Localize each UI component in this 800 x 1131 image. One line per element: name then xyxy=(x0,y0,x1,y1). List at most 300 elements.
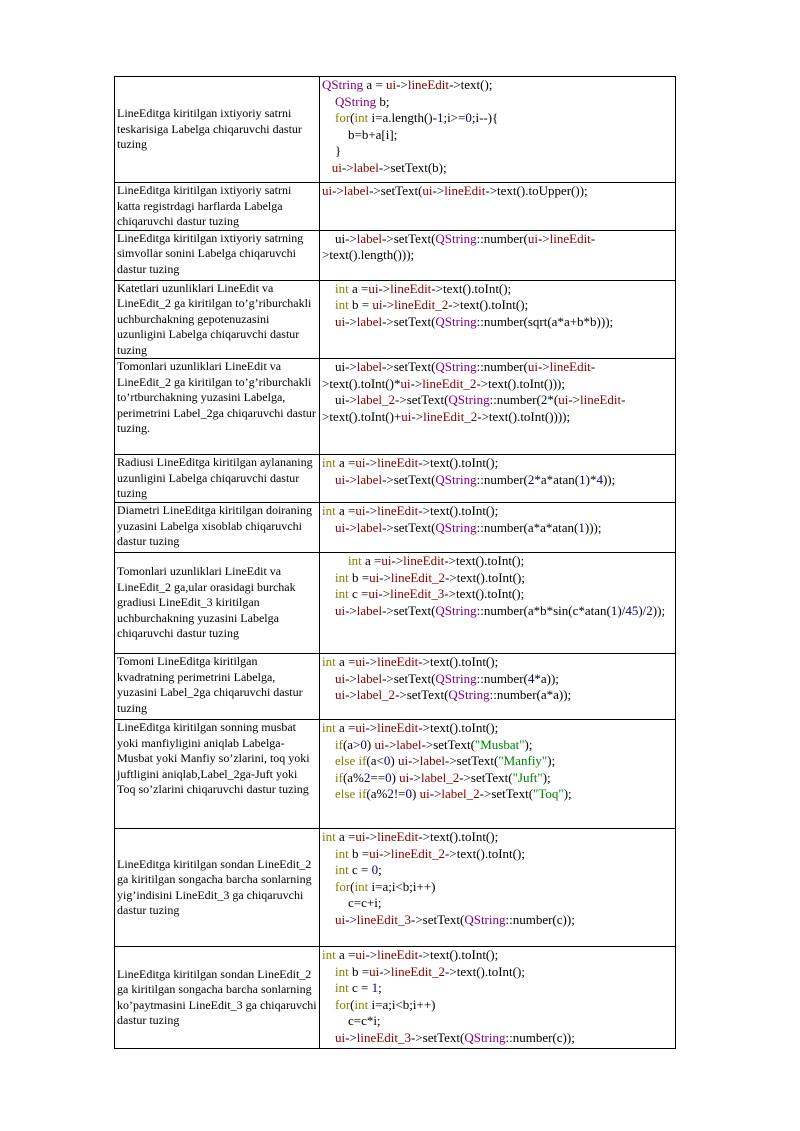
table-row xyxy=(115,455,676,503)
task-description: LineEditga kiritilgan sondan LineEdit_2 ga kiritilgan songacha barcha sonlarning yig’indisini LineEdit_3 ga chiqaruvchi dastur tuzing xyxy=(115,829,320,947)
code-token: label xyxy=(356,230,383,246)
code-token: for xyxy=(335,996,351,1012)
code-token: ->text().toInt()+ xyxy=(322,392,626,424)
code-line xyxy=(322,143,673,160)
code-token: lineEdit_2 xyxy=(390,963,446,979)
task-description: LineEditga kiritilgan ixtiyoriy satrni teskarisiga Labelga chiqaruvchi dastur tuzing xyxy=(115,77,320,183)
code-token: -> xyxy=(568,392,580,408)
code-token: int xyxy=(335,586,349,602)
code-token: ui xyxy=(401,408,412,424)
code-token: -> xyxy=(332,183,344,198)
code-token: -> xyxy=(382,297,395,313)
code-token: ::number(c)); xyxy=(505,1029,575,1045)
code-token: label xyxy=(343,183,370,198)
code-line xyxy=(322,980,673,997)
code-token xyxy=(322,314,335,329)
code-line xyxy=(322,862,673,879)
code-token: QString xyxy=(448,687,490,703)
code-snippet xyxy=(320,654,676,720)
code-token xyxy=(322,912,335,927)
code-token: 1 xyxy=(371,980,379,996)
code-line xyxy=(322,586,673,603)
code-token: ::number(a*b*sin(c*atan( xyxy=(476,602,611,618)
code-token: else if xyxy=(335,786,367,802)
code-token: 4 xyxy=(527,670,535,686)
code-token: ui xyxy=(400,375,411,391)
code-token: -> xyxy=(379,569,391,585)
code-token xyxy=(322,997,335,1012)
code-line xyxy=(322,359,673,392)
code-token: lineEdit_2 xyxy=(423,408,478,424)
code-token: ); xyxy=(563,786,572,802)
code-token: lineEdit xyxy=(377,654,419,669)
exercise-table-body xyxy=(115,77,676,1049)
code-token: ->text().toInt(); xyxy=(431,280,512,296)
code-token: -> xyxy=(341,159,354,175)
code-token xyxy=(322,786,335,801)
code-token: lineEdit xyxy=(377,947,419,962)
code-token: lineEdit xyxy=(407,77,449,92)
code-token: ) xyxy=(366,736,375,752)
code-snippet xyxy=(320,720,676,829)
code-token: label_2 xyxy=(420,769,460,785)
code-token: ->text().toInt())); xyxy=(476,375,565,391)
code-token xyxy=(322,879,335,894)
code-token: lineEdit_2 xyxy=(390,845,446,861)
code-token: c = xyxy=(348,862,372,878)
code-token: ui xyxy=(322,183,333,198)
code-token: *a*atan( xyxy=(534,471,580,487)
code-token: -> xyxy=(345,519,357,535)
code-token: ->text().toInt(); xyxy=(418,720,499,735)
code-token: int xyxy=(335,280,349,296)
code-token xyxy=(322,94,335,109)
code-token: ui xyxy=(355,829,366,844)
code-token: lineEdit xyxy=(377,829,419,844)
code-token: ::number(a*a*atan( xyxy=(476,519,579,535)
task-description: Diametri LineEditga kiritilgan doiraning yuzasini Labelga xisoblab chiqaruvchi dastur tuzing xyxy=(115,503,320,553)
code-token: ui xyxy=(381,553,392,568)
code-token: ui-> xyxy=(322,392,357,408)
code-line xyxy=(322,786,673,803)
task-description: LineEditga kiritilgan sondan LineEdit_2 ga kiritilgan songacha barcha sonlarning ko’paytmasini LineEdit_3 ga chiqaruvchi dastur tuzing xyxy=(115,947,320,1049)
code-token: -> xyxy=(379,845,391,861)
code-token: 1 xyxy=(610,602,618,618)
code-token: ->setText( xyxy=(410,1029,465,1045)
code-token: ); xyxy=(524,736,533,752)
code-token: ui xyxy=(386,77,397,92)
code-token: QString xyxy=(435,313,477,329)
code-token: int xyxy=(322,654,336,669)
code-line xyxy=(322,570,673,587)
code-token: c=c+i; xyxy=(322,895,382,911)
code-token: 4 xyxy=(596,471,603,487)
code-line xyxy=(322,753,673,770)
code-token: lineEdit xyxy=(377,455,419,470)
table-row xyxy=(115,359,676,455)
code-token: ->setText( xyxy=(382,359,436,374)
code-token: b = xyxy=(348,297,373,313)
code-token: QString xyxy=(335,93,377,109)
table-row xyxy=(115,183,676,231)
code-line xyxy=(322,127,673,144)
code-token: QString xyxy=(464,1029,506,1045)
code-token: ui xyxy=(335,602,346,618)
code-token: ( xyxy=(350,110,355,126)
code-line xyxy=(322,879,673,896)
code-token: QString xyxy=(435,230,477,246)
code-token: -> xyxy=(396,77,408,92)
code-line xyxy=(322,392,673,425)
code-token: ui xyxy=(397,753,409,769)
code-token: label xyxy=(356,602,383,618)
code-line xyxy=(322,912,673,929)
code-token: a = xyxy=(335,829,356,844)
code-token: ->setText( xyxy=(382,670,436,686)
code-token xyxy=(322,570,335,585)
code-token: -> xyxy=(365,720,378,735)
code-token: -> xyxy=(432,183,445,198)
code-token: ))); xyxy=(584,519,602,535)
code-token: ->setText( xyxy=(369,183,423,198)
code-token: -> xyxy=(365,503,378,518)
code-token: i=a;i<b;i++) xyxy=(368,878,436,894)
code-token: a = xyxy=(335,503,356,518)
code-token: int xyxy=(322,829,336,844)
code-token: 0 xyxy=(383,753,391,769)
code-token: int xyxy=(354,110,369,126)
code-snippet xyxy=(320,553,676,654)
task-description: Tomonlari uzunliklari LineEdit va LineEdit_2 ga,ular orasidagi burchak gradiusi LineEdit_3 kiritilgan uchburchakning yuzasini Labelga chiqaruvchi dastur tuzing xyxy=(115,553,320,654)
code-token: ( xyxy=(350,996,355,1012)
code-token: label xyxy=(356,670,383,686)
code-token xyxy=(322,520,335,535)
code-line xyxy=(322,671,673,688)
code-line xyxy=(322,654,673,671)
table-row xyxy=(115,829,676,947)
code-token: label xyxy=(353,159,379,175)
code-token: ui xyxy=(335,687,346,703)
code-token: int xyxy=(335,980,349,996)
code-token: label xyxy=(396,736,422,752)
table-row xyxy=(115,720,676,829)
code-token: label xyxy=(356,359,383,374)
code-token xyxy=(322,110,335,125)
code-token: QString xyxy=(435,471,477,487)
code-token: b = xyxy=(348,569,370,585)
code-token: ::number(a*a)); xyxy=(489,687,572,703)
code-token: -> xyxy=(391,553,404,568)
code-token: 0 xyxy=(360,736,367,752)
code-token: (a> xyxy=(342,736,361,752)
code-token: -> xyxy=(345,911,357,927)
code-line xyxy=(322,687,673,704)
code-token xyxy=(322,472,335,487)
table-row xyxy=(115,503,676,553)
code-token: 0 xyxy=(371,862,379,878)
code-snippet xyxy=(320,503,676,553)
code-line xyxy=(322,1013,673,1030)
code-token: QString xyxy=(464,911,506,927)
code-token: ->text().toInt()* xyxy=(322,359,596,391)
code-token: 2 xyxy=(540,392,548,408)
code-token xyxy=(322,770,335,785)
code-token xyxy=(322,862,335,877)
code-token: "Juft" xyxy=(512,769,543,785)
code-token: "Musbat" xyxy=(474,736,525,752)
code-token: int xyxy=(335,569,349,585)
code-token: label xyxy=(356,313,383,329)
code-token: a = xyxy=(335,720,356,735)
code-token: ui xyxy=(335,1029,346,1045)
code-token: ui xyxy=(527,359,538,374)
code-snippet xyxy=(320,947,676,1049)
code-token: *( xyxy=(547,392,559,408)
code-line xyxy=(322,520,673,537)
code-token: int xyxy=(348,553,362,568)
code-token: -> xyxy=(429,786,442,802)
code-token: ui xyxy=(558,392,569,408)
code-token: ->setText( xyxy=(395,392,449,408)
code-token xyxy=(322,687,335,702)
code-token: -> xyxy=(379,963,391,979)
code-token: ;i--){ xyxy=(471,110,499,126)
code-token: lineEdit_2 xyxy=(390,569,446,585)
code-token: -> xyxy=(345,670,357,686)
code-token: ui xyxy=(399,769,410,785)
code-line xyxy=(322,472,673,489)
code-token: ->text().toInt(); xyxy=(418,947,499,962)
code-line xyxy=(322,503,673,520)
code-token: -> xyxy=(365,455,378,470)
code-token xyxy=(322,753,335,768)
code-token: ->text().toUpper()); xyxy=(485,183,588,198)
exercise-table xyxy=(114,76,676,1049)
code-token: -> xyxy=(345,687,357,703)
code-token: int xyxy=(322,455,336,470)
code-token: )/ xyxy=(617,602,626,618)
code-token: (a% xyxy=(366,786,388,802)
code-token: int xyxy=(335,297,349,313)
code-token: == xyxy=(370,769,386,785)
code-token: ui xyxy=(369,569,380,585)
code-token: ->setText( xyxy=(382,313,436,329)
code-token: ) xyxy=(391,769,400,785)
code-token: *a)); xyxy=(534,670,559,686)
code-token: 2 xyxy=(387,786,394,802)
code-token: ui xyxy=(335,519,346,535)
code-line xyxy=(322,183,673,200)
code-token: -> xyxy=(411,408,424,424)
code-token: QString xyxy=(322,77,364,92)
task-description: Radiusi LineEditga kiritilgan aylananing uzunligini Labelga chiqaruvchi dastur tuzing xyxy=(115,455,320,503)
code-token: a = xyxy=(363,77,387,92)
code-token: ); xyxy=(547,753,556,769)
code-token: ui xyxy=(419,786,430,802)
task-description: LineEditga kiritilgan ixtiyoriy satrni katta registrdagi harflarda Labelga chiqaruvchi dastur tuzing xyxy=(115,183,320,231)
code-token: ->text().toInt(); xyxy=(445,569,525,585)
code-token: -> xyxy=(537,230,550,246)
code-token: ->text().toInt()))); xyxy=(477,408,571,424)
code-line xyxy=(322,737,673,754)
code-token: ) xyxy=(412,786,420,802)
code-token: QString xyxy=(435,602,477,618)
code-token: lineEdit xyxy=(579,392,622,408)
code-token: ->text().toInt(); xyxy=(445,963,525,979)
code-snippet xyxy=(320,77,676,183)
code-snippet xyxy=(320,829,676,947)
task-description: LineEditga kiritilgan ixtiyoriy satrning simvollar sonini Labelga chiqaruvchi dastur tuzing xyxy=(115,230,320,280)
code-token: ->setText( xyxy=(382,230,436,246)
code-token: int xyxy=(322,720,336,735)
code-token: ->setText( xyxy=(421,736,475,752)
code-token: lineEdit xyxy=(390,280,432,296)
task-description: Tomoni LineEditga kiritilgan kvadratning perimetrini Labelga, yuzasini Label_2ga chiqaruvchi dastur tuzing xyxy=(115,654,320,720)
code-token: -> xyxy=(345,602,357,618)
code-token: c = xyxy=(348,980,372,996)
code-token: 0 xyxy=(385,769,392,785)
code-token: ->text(); xyxy=(449,77,493,92)
code-token: 2 xyxy=(646,602,653,618)
code-token xyxy=(322,737,335,752)
code-token: ui xyxy=(374,736,385,752)
code-token: for xyxy=(335,878,351,894)
code-token: if xyxy=(335,736,343,752)
table-row xyxy=(115,77,676,183)
code-line xyxy=(322,553,673,570)
code-token: int xyxy=(354,996,369,1012)
table-row xyxy=(115,947,676,1049)
code-token: 2 xyxy=(527,471,535,487)
code-token: -> xyxy=(345,471,357,487)
code-token: int xyxy=(322,503,336,518)
code-token: if xyxy=(335,769,343,785)
code-token: lineEdit_2 xyxy=(422,375,477,391)
code-line xyxy=(322,964,673,981)
code-token: ->setText(b); xyxy=(378,159,447,175)
code-snippet xyxy=(320,183,676,231)
code-token: ui xyxy=(355,720,366,735)
code-token: ( xyxy=(350,878,355,894)
code-token: ) xyxy=(390,753,398,769)
code-token: lineEdit_3 xyxy=(390,586,445,602)
code-token: ->text().toInt(); xyxy=(418,654,499,669)
code-token: 1 xyxy=(579,471,586,487)
code-snippet xyxy=(320,359,676,455)
code-token: ui xyxy=(355,503,366,518)
code-token: int xyxy=(354,878,369,894)
code-line xyxy=(322,829,673,846)
code-line xyxy=(322,281,673,298)
code-token: c=c*i; xyxy=(322,1013,381,1029)
code-token: ->setText( xyxy=(459,769,513,785)
table-row xyxy=(115,230,676,280)
code-token: ::number( xyxy=(476,670,528,686)
code-token: lineEdit xyxy=(377,720,419,735)
code-line xyxy=(322,770,673,787)
code-line xyxy=(322,297,673,314)
code-token xyxy=(322,160,332,175)
table-row xyxy=(115,280,676,359)
code-token: ->setText( xyxy=(382,519,436,535)
code-token: ->setText( xyxy=(445,753,499,769)
code-token: -> xyxy=(378,586,391,602)
code-token: ui xyxy=(527,230,538,246)
code-token: ui xyxy=(368,280,379,296)
code-token: ->text().toInt(); xyxy=(448,297,529,313)
table-row xyxy=(115,553,676,654)
code-token: lineEdit_3 xyxy=(356,911,411,927)
code-line xyxy=(322,110,673,127)
code-token: int xyxy=(335,845,349,861)
code-token: )* xyxy=(585,471,597,487)
code-token: 2 xyxy=(363,769,371,785)
code-token: ui xyxy=(335,911,346,927)
code-token: -> xyxy=(537,359,550,374)
code-token: -> xyxy=(345,313,357,329)
code-token: "Toq" xyxy=(533,786,564,802)
code-token: a = xyxy=(361,553,382,568)
code-token: label xyxy=(356,471,383,487)
code-snippet xyxy=(320,455,676,503)
code-token: ->setText( xyxy=(382,471,436,487)
code-token: ; xyxy=(378,862,382,878)
code-token: } xyxy=(322,143,342,159)
code-token xyxy=(322,603,335,618)
code-token: i=a.length()- xyxy=(368,110,437,126)
code-token: ->text().length())); xyxy=(322,230,596,263)
code-token: label_2 xyxy=(441,786,480,802)
code-token: -> xyxy=(378,280,391,296)
code-token: b = xyxy=(348,845,370,861)
code-token: 0 xyxy=(465,110,472,126)
code-token: int xyxy=(322,947,336,962)
code-token: 0 xyxy=(405,786,413,802)
code-token xyxy=(322,553,348,568)
code-line xyxy=(322,160,673,177)
code-token: int xyxy=(335,862,349,878)
code-token: ui xyxy=(335,313,346,329)
code-token: lineEdit xyxy=(403,553,445,568)
task-description: LineEditga kiritilgan sonning musbat yoki manfiyligini aniqlab Labelga-Musbat yoki Manfiy so’zlarini, toq yoki juftligini aniqlab,Label_2ga-Juft yoki Toq so’zlarini chiqaruvchi dastur tuzing xyxy=(115,720,320,829)
code-token: ui xyxy=(369,845,380,861)
code-token: 1 xyxy=(436,110,444,126)
code-token: ->text().toInt(); xyxy=(445,845,525,861)
code-token: ui xyxy=(368,586,379,602)
code-token: lineEdit_3 xyxy=(356,1029,411,1045)
code-token: )); xyxy=(602,471,616,487)
code-token: ->text().toInt(); xyxy=(418,503,499,518)
code-token: ->text().toInt(); xyxy=(444,586,525,602)
code-token: ui-> xyxy=(322,359,357,374)
code-token xyxy=(322,1030,335,1045)
code-token: ui xyxy=(355,455,366,470)
code-line xyxy=(322,846,673,863)
code-token: -> xyxy=(365,654,378,669)
code-token xyxy=(322,297,335,312)
code-token: ->setText( xyxy=(395,687,449,703)
code-token: QString xyxy=(435,670,477,686)
code-token: ->setText( xyxy=(479,786,534,802)
code-token: ::number(sqrt(a*a+b*b))); xyxy=(476,313,614,329)
code-token: ; xyxy=(378,980,382,996)
code-token: int xyxy=(335,963,349,979)
code-token: label xyxy=(419,753,445,769)
code-token: label xyxy=(356,519,383,535)
code-token: -> xyxy=(365,947,378,962)
code-token: ->text().toInt(); xyxy=(418,455,499,470)
code-token: 1 xyxy=(578,519,585,535)
